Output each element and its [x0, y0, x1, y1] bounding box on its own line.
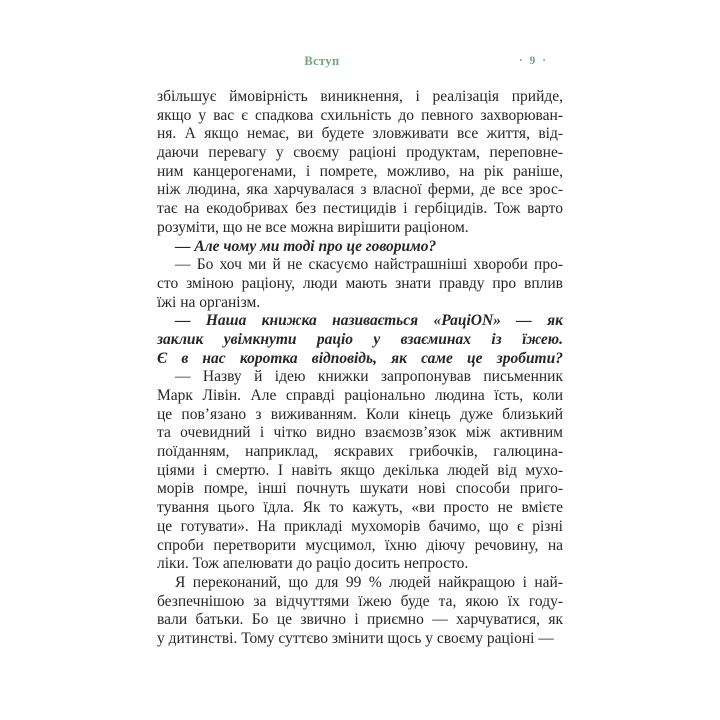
text-line: вали батьки. Бо це звично і приємно — харчуватися, як — [157, 611, 563, 629]
running-head — [0, 54, 720, 72]
text-line: збільшує ймовірність виникнення, і реалізація прийде, — [157, 88, 563, 105]
text-line: — Бо хоч ми й не скасуємо найстрашніші хвороби про- — [175, 256, 563, 274]
text-line-question: — Але чому ми тоді про це говоримо? — [175, 237, 437, 255]
text-line-question: Є в нас коротка відповідь, як саме це зробити? — [157, 349, 563, 367]
text-line: Я переконаний, що для 99 % людей найкращою і най- — [175, 573, 563, 591]
text-line: поїданням, наприклад, яскравих грибочків, галюцина- — [157, 443, 563, 461]
text-line: ня. А якщо немає, ви будете зловживати все життя, від- — [157, 125, 563, 143]
page-number: · 9 · — [518, 55, 548, 67]
text-line: їжі на організм. — [157, 293, 261, 311]
text-line-question: заклик увімкнути раціо у взаєминах із їжею. — [157, 330, 563, 348]
text-line: розуміти, що не все можна вирішити раціоном. — [157, 218, 469, 236]
text-line: ліки. Тож апелювати до раціо досить непросто. — [157, 555, 469, 573]
text-line: це пов’язано з виживанням. Коли кінець дуже близький — [157, 405, 563, 423]
text-line: Марк Лівін. Але справді раціонально людина їсть, коли — [157, 387, 563, 404]
text-line: якщо у вас є спадкова схильність до певного захворюван- — [157, 106, 563, 124]
text-line: спроби перетворити мусцимол, їхню діючу речовину, на — [157, 536, 563, 554]
text-line: даючи перевагу у своєму раціоні продуктам, переповне- — [157, 144, 563, 162]
chapter-title: Вступ — [304, 54, 340, 68]
text-line: морів помре, інші почнуть шукати нові способи приго- — [157, 480, 563, 498]
text-line: тає на екодобривах без пестицидів і гербіцидів. Тож варто — [157, 200, 563, 218]
text-line-question: — Наша книжка називається «РаціON» — як — [175, 312, 563, 330]
text-line: — Назву й ідею книжки запропонував письменник — [175, 368, 563, 386]
text-line: це готувати». На прикладі мухоморів бачимо, що є різні — [157, 517, 563, 535]
text-line: ціями і смертю. І навіть якщо декілька людей від мухо- — [157, 461, 563, 479]
text-line: безпечнішою за відчуттями їжею буде та, якою їх году- — [157, 592, 563, 610]
text-line: ніж людина, яка харчувалася з власної ферми, де все зрос- — [157, 181, 563, 199]
text-line: та очевидний і чітко видно взаємозв’язок між активним — [157, 424, 563, 442]
body-text — [157, 88, 563, 649]
text-line: ним канцерогенами, і помрете, можливо, на рік раніше, — [157, 162, 563, 180]
text-line: у дитинстві. Тому суттєво змінити щось у своєму раціоні — — [157, 629, 554, 647]
text-line: сто зміною раціону, люди мають знати правду про вплив — [157, 274, 563, 292]
text-line: тування цього їдла. Як то кажуть, «ви просто не вмієте — [157, 499, 563, 517]
